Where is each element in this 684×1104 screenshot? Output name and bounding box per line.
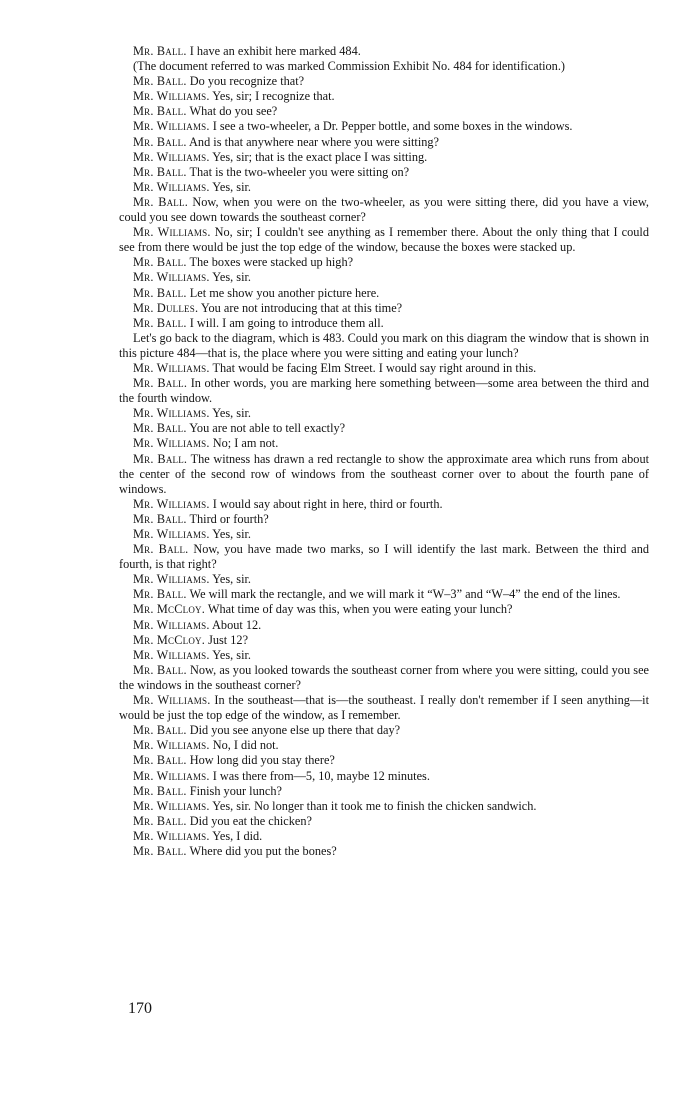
speech-text: Did you see anyone else up there that day? xyxy=(186,723,401,738)
transcript-paragraph xyxy=(119,497,649,512)
speech-text: You are not able to tell exactly? xyxy=(186,421,346,436)
transcript-paragraph xyxy=(119,844,649,859)
transcript-paragraph xyxy=(119,738,649,753)
speech-text: Yes, I did. xyxy=(209,828,263,843)
transcript-paragraph xyxy=(119,633,649,648)
speech-text: Yes, sir; I recognize that. xyxy=(209,89,335,104)
speech-text: And is that anywhere near where you were sitting? xyxy=(186,134,440,149)
transcript-paragraph xyxy=(119,829,649,844)
transcript-paragraph xyxy=(119,769,649,784)
speaker-label: Mr. Williams. xyxy=(133,496,210,511)
transcript-paragraph xyxy=(119,421,649,436)
speech-text: Do you recognize that? xyxy=(186,74,305,89)
speaker-label: Mr. Williams. xyxy=(133,225,211,240)
transcript-paragraph xyxy=(119,270,649,285)
transcript-paragraph xyxy=(119,255,649,270)
speaker-label: Mr. Ball. xyxy=(133,542,189,557)
transcript-paragraph xyxy=(119,301,649,316)
speech-text: Just 12? xyxy=(205,632,249,647)
transcript-paragraph xyxy=(119,406,649,421)
speaker-label: Mr. Ball. xyxy=(133,255,187,270)
speech-text: We will mark the rectangle, and we will mark it “W–3” and “W–4” the end of the lines. xyxy=(186,587,621,602)
speaker-label: Mr. Williams. xyxy=(133,360,210,375)
transcript-paragraph xyxy=(119,44,649,59)
transcript-paragraph xyxy=(119,648,649,663)
speech-text: I have an exhibit here marked 484. xyxy=(186,44,361,58)
speech-text: Yes, sir. xyxy=(209,527,251,541)
speaker-label: Mr. Williams. xyxy=(133,738,210,753)
speaker-label: Mr. Ball. xyxy=(133,421,187,436)
speech-text: I see a two-wheeler, a Dr. Pepper bottle, and some boxes in the windows. xyxy=(209,119,573,134)
speaker-label: Mr. Williams. xyxy=(133,119,210,134)
speech-text: I would say about right in here, third or fourth. xyxy=(209,496,443,511)
speaker-label: Mr. Ball. xyxy=(133,164,187,179)
speaker-label: Mr. Ball. xyxy=(133,315,187,330)
speaker-label: Mr. Williams. xyxy=(133,89,210,104)
transcript-paragraph xyxy=(119,512,649,527)
transcript-paragraph xyxy=(119,602,649,617)
speech-text: In other words, you are marking here something between—some area between the third and the fourth window. xyxy=(119,376,650,406)
speaker-label: Mr. Williams. xyxy=(133,798,210,813)
transcript-paragraph xyxy=(119,331,649,361)
transcript-paragraph xyxy=(119,135,649,150)
speech-text: Now, when you were on the two-wheeler, as you were sitting there, did you have a view, could you see down towards the southeast corner? xyxy=(119,194,649,225)
transcript-paragraph xyxy=(119,452,649,497)
speech-text: That is the two-wheeler you were sitting on? xyxy=(186,164,410,179)
speech-text: Yes, sir. xyxy=(209,179,251,194)
transcript-paragraph xyxy=(119,587,649,602)
speech-text: The witness has drawn a red rectangle to show the approximate area which runs from about the center of the second row of windows from the southeast corner over to about the fourth pane of windows. xyxy=(119,451,650,496)
speaker-label: Mr. Williams. xyxy=(133,572,210,587)
speaker-label: Mr. Ball. xyxy=(133,723,187,738)
transcript-paragraph xyxy=(119,723,649,738)
speaker-label: Mr. Ball. xyxy=(133,194,188,209)
speech-text: Let's go back to the diagram, which is 483. Could you mark on this diagram the window that is shown in this picture 484—that is, the place where you were sitting and eating your lunch? xyxy=(119,330,649,360)
transcript-body xyxy=(119,44,649,859)
speech-text: Third or fourth? xyxy=(186,511,269,526)
speaker-label: Mr. Williams. xyxy=(133,828,210,843)
page-number: 170 xyxy=(128,1000,152,1017)
speech-text: (The document referred to was marked Commission Exhibit No. 484 for identification.) xyxy=(133,59,565,74)
speech-text: The boxes were stacked up high? xyxy=(186,255,354,270)
transcript-paragraph xyxy=(119,119,649,134)
speech-text: I will. I am going to introduce them all. xyxy=(186,315,384,330)
speaker-label: Mr. Williams. xyxy=(133,768,210,783)
speech-text: Yes, sir. No longer than it took me to finish the chicken sandwich. xyxy=(209,798,537,813)
speech-text: What do you see? xyxy=(186,104,278,119)
transcript-paragraph xyxy=(119,74,649,89)
speech-text: Yes, sir; that is the exact place I was sitting. xyxy=(209,149,428,164)
transcript-paragraph xyxy=(119,316,649,331)
speech-text: Where did you put the bones? xyxy=(186,843,337,858)
speech-text: You are not introducing that at this time? xyxy=(198,300,403,315)
speaker-label: Mr. Ball. xyxy=(133,783,187,798)
transcript-paragraph xyxy=(119,663,649,693)
speech-text: Let me show you another picture here. xyxy=(186,285,380,300)
transcript-paragraph xyxy=(119,150,649,165)
transcript-paragraph xyxy=(119,784,649,799)
speaker-label: Mr. Williams. xyxy=(133,436,210,451)
speaker-label: Mr. Williams. xyxy=(133,647,210,662)
transcript-paragraph xyxy=(119,572,649,587)
transcript-paragraph xyxy=(119,799,649,814)
transcript-paragraph xyxy=(119,693,649,723)
speech-text: No, sir; I couldn't see anything as I remember there. About the only thing that I could see from there would be just the top edge of the window, because the boxes were stacked up. xyxy=(119,225,649,255)
speaker-label: Mr. Williams. xyxy=(133,527,210,541)
speaker-label: Mr. Williams. xyxy=(133,617,210,632)
transcript-paragraph xyxy=(119,542,649,572)
speech-text: No, I did not. xyxy=(209,738,279,753)
speaker-label: Mr. Ball. xyxy=(133,511,187,526)
speaker-label: Mr. Ball. xyxy=(133,662,187,677)
transcript-paragraph xyxy=(119,286,649,301)
speaker-label: Mr. Ball. xyxy=(133,104,187,119)
speaker-label: Mr. Ball. xyxy=(133,74,187,89)
speaker-label: Mr. McCloy. xyxy=(133,632,205,647)
transcript-paragraph xyxy=(119,376,649,406)
transcript-paragraph xyxy=(119,104,649,119)
speaker-label: Mr. McCloy. xyxy=(133,602,205,617)
speech-text: Yes, sir. xyxy=(209,270,251,285)
speaker-label: Mr. Ball. xyxy=(133,376,188,391)
speech-text: Finish your lunch? xyxy=(186,783,282,798)
speech-text: Now, you have made two marks, so I will identify the last mark. Between the third and fourth, is that right? xyxy=(119,542,649,572)
speaker-label: Mr. Ball. xyxy=(133,134,187,149)
transcript-paragraph xyxy=(119,527,649,542)
speaker-label: Mr. Williams. xyxy=(133,149,210,164)
speaker-label: Mr. Ball. xyxy=(133,285,187,300)
speaker-label: Mr. Ball. xyxy=(133,843,187,858)
transcript-paragraph xyxy=(119,89,649,104)
speech-text: Yes, sir. xyxy=(209,647,251,662)
transcript-paragraph xyxy=(119,180,649,195)
transcript-paragraph xyxy=(119,753,649,768)
transcript-paragraph xyxy=(119,59,649,74)
transcript-paragraph xyxy=(119,361,649,376)
speaker-label: Mr. Williams. xyxy=(133,406,210,421)
speaker-label: Mr. Dulles. xyxy=(133,300,199,315)
speech-text: Did you eat the chicken? xyxy=(186,813,312,828)
transcript-paragraph xyxy=(119,195,649,225)
speech-text: Yes, sir. xyxy=(209,572,251,587)
speech-text: No; I am not. xyxy=(209,436,279,451)
speaker-label: Mr. Williams. xyxy=(133,270,210,285)
speech-text: About 12. xyxy=(209,617,262,632)
transcript-paragraph xyxy=(119,165,649,180)
transcript-paragraph xyxy=(119,814,649,829)
speaker-label: Mr. Williams. xyxy=(133,693,211,708)
speech-text: I was there from—5, 10, maybe 12 minutes. xyxy=(209,768,430,783)
speech-text: What time of day was this, when you were eating your lunch? xyxy=(205,602,513,617)
speaker-label: Mr. Ball. xyxy=(133,451,188,466)
speech-text: Now, as you looked towards the southeast corner from where you were sitting, could you see the windows in the southeast corner? xyxy=(119,662,649,692)
speaker-label: Mr. Ball. xyxy=(133,813,187,828)
transcript-paragraph xyxy=(119,225,649,255)
speaker-label: Mr. Ball. xyxy=(133,753,187,768)
transcript-paragraph xyxy=(119,436,649,451)
speaker-label: Mr. Williams. xyxy=(133,179,210,194)
speech-text: How long did you stay there? xyxy=(186,753,335,768)
speaker-label: Mr. Ball. xyxy=(133,587,187,602)
speech-text: That would be facing Elm Street. I would say right around in this. xyxy=(209,360,537,375)
speech-text: Yes, sir. xyxy=(209,406,251,421)
transcript-paragraph xyxy=(119,618,649,633)
speaker-label: Mr. Ball. xyxy=(133,44,187,58)
speech-text: In the southeast—that is—the southeast. I really don't remember if I seen anything—it would be just the top edge of the window, as I remember. xyxy=(119,693,649,723)
